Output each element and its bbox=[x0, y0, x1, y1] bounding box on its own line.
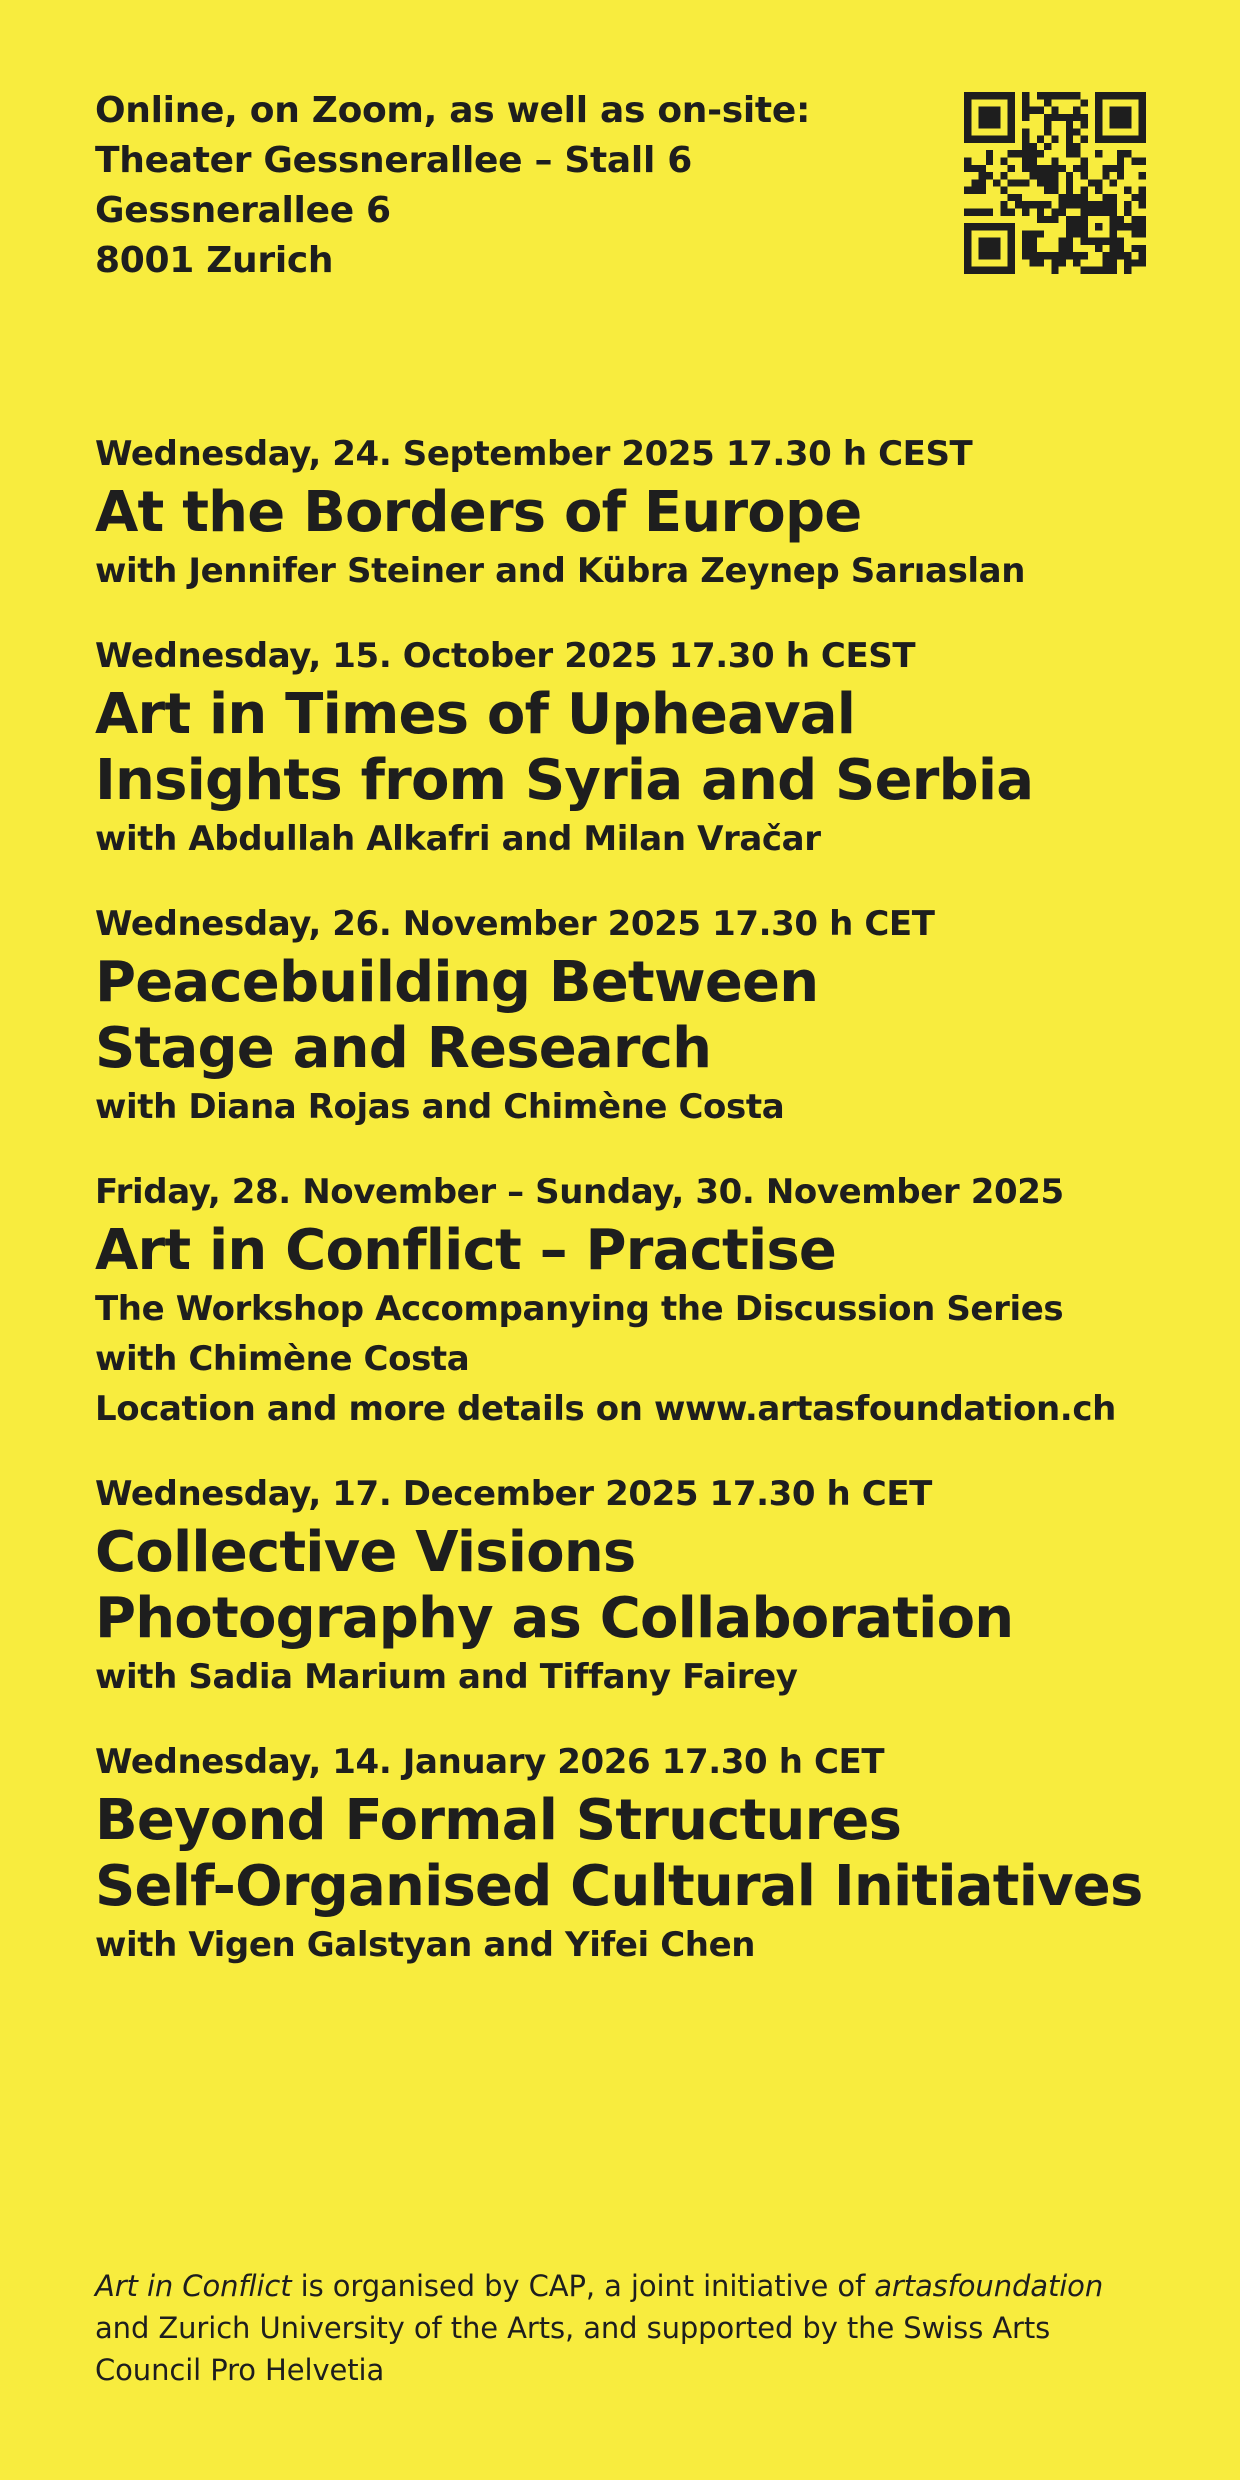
event-speakers: with Abdullah Alkafri and Milan Vračar bbox=[95, 819, 821, 859]
qr-module bbox=[1030, 150, 1037, 157]
qr-module bbox=[1131, 230, 1138, 237]
qr-module bbox=[1124, 267, 1131, 274]
qr-module bbox=[986, 158, 993, 165]
qr-module bbox=[1066, 238, 1073, 245]
qr-module bbox=[1139, 245, 1146, 252]
footer-line: and Zurich University of the Arts, and supported by the Swiss Arts bbox=[95, 2311, 1051, 2345]
qr-module bbox=[1037, 92, 1044, 99]
event-subtitle: Stage and Research bbox=[95, 1016, 712, 1081]
qr-module bbox=[1008, 208, 1015, 215]
qr-module bbox=[1015, 201, 1022, 208]
qr-module bbox=[979, 165, 986, 172]
qr-module bbox=[1102, 267, 1109, 274]
event-subtitle: Self-Organised Cultural Initiatives bbox=[95, 1854, 1143, 1919]
qr-module bbox=[1059, 259, 1066, 266]
qr-module bbox=[1037, 136, 1044, 143]
qr-module bbox=[1117, 252, 1124, 259]
qr-module bbox=[1044, 128, 1051, 135]
qr-module bbox=[1008, 165, 1015, 172]
qr-module bbox=[1051, 252, 1058, 259]
qr-module bbox=[1066, 194, 1073, 201]
qr-module bbox=[1022, 158, 1029, 165]
qr-module bbox=[964, 158, 971, 165]
qr-module bbox=[1073, 92, 1080, 99]
qr-module bbox=[1080, 158, 1087, 165]
qr-module bbox=[1080, 114, 1087, 121]
qr-module bbox=[1030, 245, 1037, 252]
qr-module bbox=[1022, 179, 1029, 186]
event-title: At the Borders of Europe bbox=[95, 480, 862, 545]
qr-module bbox=[1051, 179, 1058, 186]
event-item bbox=[95, 898, 1175, 1132]
qr-module bbox=[1139, 259, 1146, 266]
qr-module bbox=[1022, 201, 1029, 208]
qr-module bbox=[1110, 267, 1117, 274]
qr-module bbox=[1059, 92, 1066, 99]
event-item bbox=[95, 428, 1175, 596]
qr-module bbox=[964, 187, 971, 194]
qr-module bbox=[971, 179, 978, 186]
event-title: Art in Conflict – Practise bbox=[95, 1218, 837, 1283]
qr-module bbox=[1095, 179, 1102, 186]
qr-module bbox=[1139, 201, 1146, 208]
qr-module bbox=[1080, 187, 1087, 194]
qr-module bbox=[1037, 150, 1044, 157]
qr-module bbox=[1030, 143, 1037, 150]
qr-module bbox=[1073, 230, 1080, 237]
qr-module bbox=[1139, 223, 1146, 230]
qr-module bbox=[1059, 201, 1066, 208]
qr-module bbox=[1066, 201, 1073, 208]
qr-module bbox=[1110, 245, 1117, 252]
qr-module bbox=[1088, 201, 1095, 208]
qr-module bbox=[993, 179, 1000, 186]
qr-module bbox=[1051, 136, 1058, 143]
qr-module bbox=[1066, 136, 1073, 143]
qr-module bbox=[1117, 238, 1124, 245]
qr-module bbox=[1131, 245, 1138, 252]
qr-module bbox=[1008, 194, 1015, 201]
qr-module bbox=[1044, 216, 1051, 223]
qr-module bbox=[1037, 208, 1044, 215]
qr-module bbox=[1073, 150, 1080, 157]
qr-module bbox=[1051, 267, 1058, 274]
event-speakers: with Sadia Marium and Tiffany Fairey bbox=[95, 1657, 798, 1697]
qr-module bbox=[1124, 187, 1131, 194]
qr-module bbox=[1051, 165, 1058, 172]
footer-line bbox=[95, 2265, 1175, 2307]
qr-module bbox=[1131, 216, 1138, 223]
qr-module bbox=[1139, 230, 1146, 237]
qr-module bbox=[1044, 165, 1051, 172]
qr-module bbox=[1117, 165, 1124, 172]
event-speakers: with Jennifer Steiner and Kübra Zeynep Sarıaslan bbox=[95, 551, 1026, 591]
qr-module bbox=[1051, 92, 1058, 99]
qr-module bbox=[1080, 267, 1087, 274]
qr-module bbox=[971, 208, 978, 215]
event-subtitle: Photography as Collaboration bbox=[95, 1586, 1014, 1651]
qr-module bbox=[1066, 150, 1073, 157]
qr-module bbox=[986, 172, 993, 179]
event-title: Art in Times of Upheaval bbox=[95, 682, 856, 747]
qr-module bbox=[1051, 259, 1058, 266]
qr-module bbox=[1051, 216, 1058, 223]
qr-module bbox=[1059, 114, 1066, 121]
qr-module bbox=[971, 187, 978, 194]
qr-module bbox=[1030, 238, 1037, 245]
qr-module bbox=[1102, 165, 1109, 172]
qr-module bbox=[1131, 158, 1138, 165]
qr-module bbox=[1030, 107, 1037, 114]
qr-module bbox=[1051, 158, 1058, 165]
qr-module bbox=[1131, 223, 1138, 230]
qr-module bbox=[1080, 99, 1087, 106]
qr-module bbox=[1037, 259, 1044, 266]
qr-module bbox=[1022, 107, 1029, 114]
event-description: The Workshop Accompanying the Discussion Series bbox=[95, 1289, 1064, 1329]
event-title: Beyond Formal Structures bbox=[95, 1788, 902, 1853]
qr-module bbox=[979, 172, 986, 179]
qr-module bbox=[1110, 194, 1117, 201]
qr-module bbox=[1066, 121, 1073, 128]
qr-module bbox=[1124, 259, 1131, 266]
qr-module bbox=[1073, 194, 1080, 201]
qr-module bbox=[1102, 172, 1109, 179]
qr-module bbox=[1008, 179, 1015, 186]
qr-module bbox=[1066, 187, 1073, 194]
qr-module bbox=[1000, 201, 1007, 208]
event-subtitle: Insights from Syria and Serbia bbox=[95, 748, 1034, 813]
event-title: Collective Visions bbox=[95, 1520, 636, 1585]
qr-module bbox=[1073, 223, 1080, 230]
footer-line: Council Pro Helvetia bbox=[95, 2353, 385, 2387]
qr-module bbox=[1051, 107, 1058, 114]
qr-module bbox=[1015, 179, 1022, 186]
qr-module bbox=[1080, 136, 1087, 143]
qr-module bbox=[1073, 259, 1080, 266]
qr-module bbox=[1037, 165, 1044, 172]
qr-module bbox=[1037, 201, 1044, 208]
qr-module bbox=[1066, 230, 1073, 237]
qr-module bbox=[1037, 107, 1044, 114]
qr-module bbox=[1066, 128, 1073, 135]
qr-module bbox=[1022, 99, 1029, 106]
qr-module bbox=[1073, 252, 1080, 259]
qr-module bbox=[1044, 179, 1051, 186]
qr-module bbox=[1139, 158, 1146, 165]
qr-module bbox=[1051, 208, 1058, 215]
qr-module bbox=[1073, 143, 1080, 150]
qr-module bbox=[1073, 114, 1080, 121]
event-location-link[interactable]: Location and more details on www.artasfoundation.ch bbox=[95, 1389, 1116, 1429]
qr-module bbox=[1008, 150, 1015, 157]
qr-module bbox=[1139, 194, 1146, 201]
qr-module bbox=[1124, 223, 1131, 230]
qr-module bbox=[1059, 194, 1066, 201]
event-date: Friday, 28. November – Sunday, 30. November 2025 bbox=[95, 1172, 1064, 1212]
qr-module bbox=[1059, 208, 1066, 215]
qr-module bbox=[1080, 172, 1087, 179]
qr-module bbox=[971, 165, 978, 172]
qr-module bbox=[1030, 230, 1037, 237]
qr-module bbox=[1102, 194, 1109, 201]
event-list bbox=[95, 428, 1175, 1970]
qr-module bbox=[1037, 252, 1044, 259]
qr-module bbox=[1124, 252, 1131, 259]
qr-module bbox=[1000, 158, 1007, 165]
qr-module bbox=[1066, 252, 1073, 259]
event-item bbox=[95, 1166, 1175, 1434]
qr-module bbox=[1037, 179, 1044, 186]
qr-module bbox=[1117, 216, 1124, 223]
qr-module bbox=[1000, 172, 1007, 179]
qr-module bbox=[1073, 128, 1080, 135]
qr-module bbox=[1102, 259, 1109, 266]
qr-module bbox=[1139, 172, 1146, 179]
qr-module bbox=[1037, 172, 1044, 179]
qr-module bbox=[1044, 114, 1051, 121]
qr-module bbox=[986, 150, 993, 157]
footer-text: is organised by CAP, a joint initiative of bbox=[291, 2269, 875, 2303]
qr-module bbox=[1015, 194, 1022, 201]
event-title: Peacebuilding Between bbox=[95, 950, 819, 1015]
qr-module bbox=[1022, 150, 1029, 157]
qr-module bbox=[1080, 121, 1087, 128]
qr-module bbox=[1080, 165, 1087, 172]
qr-module bbox=[1073, 165, 1080, 172]
event-date: Wednesday, 15. October 2025 17.30 h CEST bbox=[95, 636, 916, 676]
qr-module bbox=[1022, 128, 1029, 135]
qr-module bbox=[1059, 245, 1066, 252]
qr-module bbox=[1095, 245, 1102, 252]
qr-module bbox=[1059, 165, 1066, 172]
qr-module bbox=[1044, 121, 1051, 128]
event-item bbox=[95, 1468, 1175, 1702]
qr-module bbox=[1044, 201, 1051, 208]
qr-module bbox=[1022, 165, 1029, 172]
qr-module bbox=[1073, 216, 1080, 223]
event-date: Wednesday, 26. November 2025 17.30 h CET bbox=[95, 904, 935, 944]
qr-module bbox=[1044, 99, 1051, 106]
qr-module bbox=[1044, 187, 1051, 194]
qr-module bbox=[1022, 230, 1029, 237]
qr-module bbox=[1124, 208, 1131, 215]
qr-module bbox=[979, 187, 986, 194]
qr-module bbox=[1095, 267, 1102, 274]
qr-module bbox=[1110, 201, 1117, 208]
event-date: Wednesday, 24. September 2025 17.30 h CEST bbox=[95, 434, 973, 474]
qr-module bbox=[1022, 238, 1029, 245]
qr-module bbox=[1102, 201, 1109, 208]
qr-module bbox=[1073, 201, 1080, 208]
venue-line: Online, on Zoom, as well as on-site: bbox=[95, 90, 811, 131]
qr-module bbox=[1044, 172, 1051, 179]
event-speakers: with Diana Rojas and Chimène Costa bbox=[95, 1087, 785, 1127]
qr-module bbox=[1059, 238, 1066, 245]
qr-module bbox=[1131, 259, 1138, 266]
qr-module bbox=[1095, 150, 1102, 157]
venue-line: Gessnerallee 6 bbox=[95, 190, 391, 231]
qr-module bbox=[1030, 259, 1037, 266]
qr-module bbox=[1022, 208, 1029, 215]
qr-module bbox=[1051, 187, 1058, 194]
event-date: Wednesday, 17. December 2025 17.30 h CET bbox=[95, 1474, 932, 1514]
qr-module bbox=[1139, 216, 1146, 223]
qr-module bbox=[1022, 252, 1029, 259]
qr-module bbox=[1044, 92, 1051, 99]
qr-module bbox=[1066, 179, 1073, 186]
qr-module bbox=[1080, 252, 1087, 259]
qr-module bbox=[1030, 252, 1037, 259]
qr-module bbox=[1117, 172, 1124, 179]
qr-module bbox=[1051, 172, 1058, 179]
qr-module bbox=[1022, 92, 1029, 99]
venue-info bbox=[95, 86, 810, 286]
qr-module bbox=[1124, 150, 1131, 157]
event-date: Wednesday, 14. January 2026 17.30 h CET bbox=[95, 1742, 885, 1782]
qr-module bbox=[979, 179, 986, 186]
qr-module bbox=[1131, 194, 1138, 201]
qr-module bbox=[1044, 143, 1051, 150]
qr-module bbox=[1080, 194, 1087, 201]
event-item bbox=[95, 1736, 1175, 1970]
qr-module bbox=[1117, 245, 1124, 252]
qr-module bbox=[964, 165, 971, 172]
venue-line: Theater Gessnerallee – Stall 6 bbox=[95, 140, 692, 181]
qr-module bbox=[1022, 143, 1029, 150]
qr-module bbox=[1066, 172, 1073, 179]
qr-module bbox=[1117, 223, 1124, 230]
event-speakers: with Vigen Galstyan and Yifei Chen bbox=[95, 1925, 756, 1965]
qr-module bbox=[1066, 223, 1073, 230]
event-speakers: with Chimène Costa bbox=[95, 1339, 470, 1379]
qr-module bbox=[1110, 259, 1117, 266]
qr-module bbox=[1117, 158, 1124, 165]
qr-module bbox=[1066, 143, 1073, 150]
qr-module bbox=[1022, 114, 1029, 121]
qr-module bbox=[1080, 201, 1087, 208]
qr-module bbox=[1030, 165, 1037, 172]
qr-module bbox=[986, 208, 993, 215]
qr-module bbox=[1022, 136, 1029, 143]
qr-module bbox=[1088, 267, 1095, 274]
qr-module bbox=[1000, 208, 1007, 215]
qr-module bbox=[1037, 230, 1044, 237]
qr-module bbox=[1000, 187, 1007, 194]
qr-module bbox=[1110, 252, 1117, 259]
qr-module bbox=[1117, 150, 1124, 157]
qr-module bbox=[1073, 107, 1080, 114]
qr-module bbox=[1088, 179, 1095, 186]
qr-module bbox=[1066, 216, 1073, 223]
event-item bbox=[95, 630, 1175, 864]
qr-module bbox=[1110, 179, 1117, 186]
qr-module bbox=[1066, 245, 1073, 252]
qr-module bbox=[1059, 252, 1066, 259]
qr-module bbox=[1044, 252, 1051, 259]
qr-module bbox=[1051, 114, 1058, 121]
series-name: Art in Conflict bbox=[95, 2269, 292, 2303]
qr-module bbox=[1066, 92, 1073, 99]
qr-module bbox=[1015, 150, 1022, 157]
qr-module bbox=[1095, 201, 1102, 208]
qr-module bbox=[1139, 252, 1146, 259]
qr-module bbox=[1095, 187, 1102, 194]
qr-module bbox=[1124, 201, 1131, 208]
qr-module bbox=[1030, 172, 1037, 179]
venue-line: 8001 Zurich bbox=[95, 240, 334, 281]
qr-module bbox=[964, 208, 971, 215]
qr-code-icon[interactable] bbox=[964, 92, 1146, 274]
qr-module bbox=[1102, 252, 1109, 259]
qr-module bbox=[1022, 245, 1029, 252]
qr-module bbox=[1139, 187, 1146, 194]
qr-module bbox=[979, 208, 986, 215]
footer-credits bbox=[95, 2265, 1175, 2391]
foundation-name: artasfoundation bbox=[874, 2269, 1104, 2303]
qr-module bbox=[1066, 114, 1073, 121]
qr-module bbox=[1030, 158, 1037, 165]
qr-module bbox=[1037, 216, 1044, 223]
qr-module bbox=[1110, 165, 1117, 172]
qr-module bbox=[1030, 201, 1037, 208]
